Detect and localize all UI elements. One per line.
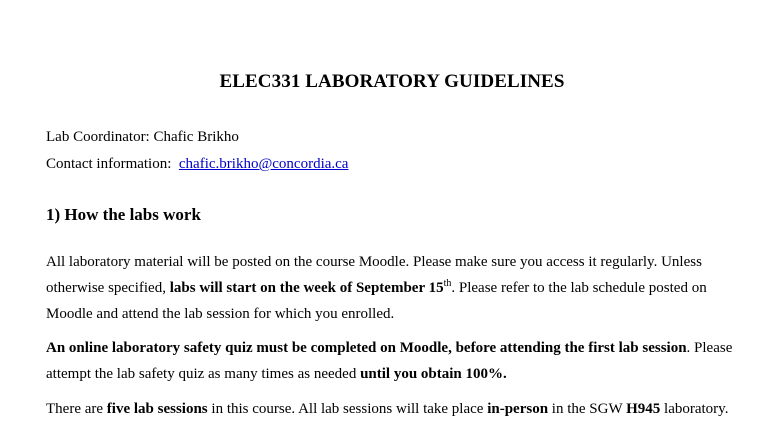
p3-bold-room: H945 xyxy=(626,401,661,417)
paragraph-lab-material xyxy=(46,249,746,327)
p1-text-2: . Please refer to the lab schedule posted on Moodle and attend the lab session for which you enrolled. xyxy=(46,280,707,322)
p2-bold-safety-quiz: An online laboratory safety quiz must be completed on Moodle, before attending the first lab session xyxy=(46,340,687,356)
document-title: ELEC331 LABORATORY GUIDELINES xyxy=(219,71,565,92)
contact-information-label: Contact information: xyxy=(46,156,172,172)
p2-bold-100-percent: until you obtain 100%. xyxy=(360,366,507,382)
p3-text-3: in the SGW xyxy=(548,401,627,417)
p3-text-4: laboratory. xyxy=(660,401,729,417)
lab-coordinator-line: Lab Coordinator: Chafic Brikho xyxy=(46,129,239,145)
paragraph-lab-sessions xyxy=(46,396,746,422)
contact-email-link[interactable]: chafic.brikho@concordia.ca xyxy=(178,156,349,172)
section-heading-how-labs-work: 1) How the labs work xyxy=(46,205,201,224)
p1-bold-start-week: labs will start on the week of September 15 xyxy=(169,280,444,296)
p1-superscript: th xyxy=(443,278,452,289)
p1-text-1: All laboratory material will be posted on the course Moodle. Please make sure you access it regularly. Unless otherwise specified, xyxy=(46,254,702,296)
p2-text-1: . Please attempt the lab safety quiz as many times as needed xyxy=(46,340,733,382)
p3-text-1: There are xyxy=(46,401,107,417)
p3-bold-five-sessions: five lab sessions xyxy=(106,401,208,417)
p3-text-2: in this course. All lab sessions will take place xyxy=(207,401,488,417)
paragraph-safety-quiz xyxy=(46,335,746,387)
p3-bold-in-person: in-person xyxy=(487,401,549,417)
contact-information-line xyxy=(46,156,348,173)
